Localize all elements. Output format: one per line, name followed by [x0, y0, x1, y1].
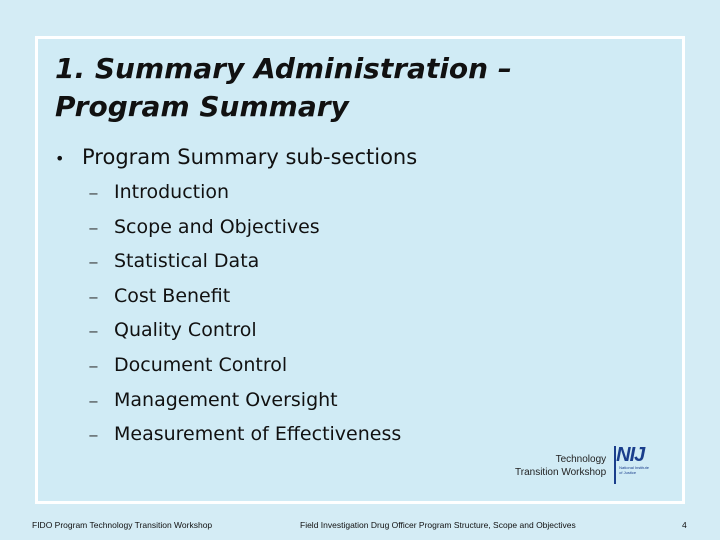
bullet-text: Program Summary sub-sections: [82, 145, 418, 169]
list-item-text: Scope and Objectives: [114, 215, 320, 238]
dash-marker: −: [88, 290, 99, 306]
list-item: [88, 354, 401, 389]
footer-left: FIDO Program Technology Transition Workshop: [32, 520, 213, 530]
list-item: [88, 319, 401, 354]
list-item: [88, 389, 401, 424]
dash-marker: −: [88, 359, 99, 375]
bullet-marker: •: [55, 149, 65, 168]
list-item: [88, 250, 401, 285]
dash-marker: −: [88, 256, 99, 272]
list-item: [88, 423, 401, 458]
technology-workshop-logo: [515, 446, 652, 486]
list-item-text: Cost Benefit: [114, 284, 231, 307]
list-item-text: Statistical Data: [114, 250, 260, 273]
dash-marker: −: [88, 429, 99, 445]
logo-line-1: Technology: [555, 454, 607, 465]
list-item-text: Introduction: [114, 181, 230, 203]
nij-subtext: National Institute of Justice: [619, 465, 649, 475]
sub-section-list: [88, 181, 401, 458]
list-item-text: Document Control: [114, 353, 288, 376]
dash-marker: −: [88, 325, 99, 341]
bullet-item: [55, 145, 417, 169]
list-item: [88, 181, 401, 216]
dash-marker: −: [88, 221, 99, 237]
list-item-text: Quality Control: [114, 319, 257, 342]
nij-mark: NIJ: [616, 444, 645, 466]
list-item-text: Management Oversight: [114, 388, 338, 411]
page-number: 4: [682, 520, 687, 530]
logo-text: [515, 453, 606, 479]
nij-logo-icon: [612, 446, 652, 486]
list-item: [88, 216, 401, 251]
footer-center: Field Investigation Drug Officer Program Structure, Scope and Objectives: [300, 520, 576, 530]
list-item-text: Measurement of Effectiveness: [114, 423, 402, 446]
dash-marker: −: [88, 394, 99, 410]
list-item: [88, 285, 401, 320]
slide-title: 1. Summary Administration – Program Summary: [55, 52, 512, 123]
dash-marker: −: [88, 187, 99, 202]
logo-line-2: Transition Workshop: [515, 467, 607, 478]
